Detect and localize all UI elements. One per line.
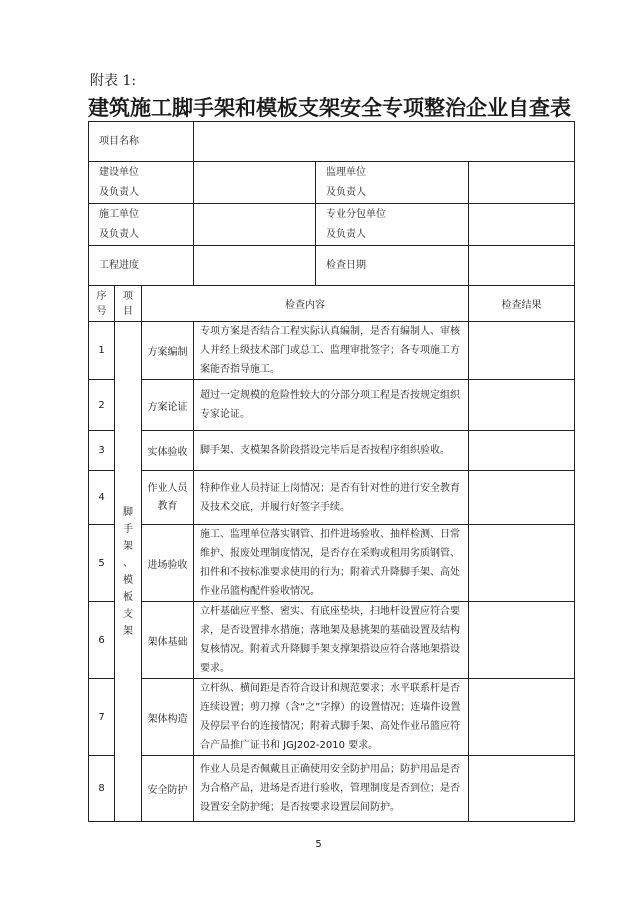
row-description: 立杆纵、横间距是否符合设计和规范要求；水平联系杆是否连续设置；剪刀撑（含“之”字撑）的设置情况；连墙件设置及停层平台的连接情况；附着式脚手架、高处作业吊篮应符合产品推广证书和 JGJ202-2010 要求。 [194,679,469,756]
project-name-label: 项目名称 [89,122,194,162]
sub-unit-label: 专业分包单位 及负责人 [316,204,469,246]
row-description: 施工、监理单位落实钢管、扣件进场验收、抽样检测、日常维护、报废处理制度情况，是否存在采购或租用劣质钢管、扣件和不按标准要求使用的行为；附着式升降脚手架、高处作业吊篮构配件验收情况。 [194,525,469,602]
row-description: 立杆基础应平整、密实、有底座垫块，扫地杆设置应符合要求，是否设置排水措施；落地架及悬挑架的基础设置及结构复核情况。附着式升降脚手架支撑架搭设应符合落地架搭设要求。 [194,602,469,679]
row-subitem: 架体构造 [142,679,194,756]
header-item: 项 目 [115,286,142,322]
header-content: 检查内容 [142,286,469,322]
row-result[interactable] [469,471,575,525]
row-subitem: 进场验收 [142,525,194,602]
row-subitem: 实体验收 [142,431,194,471]
build-unit-value[interactable] [194,162,316,204]
construct-unit-value[interactable] [194,204,316,246]
row-result[interactable] [469,380,575,431]
row-subitem: 方案编制 [142,322,194,380]
row-subitem: 架体基础 [142,602,194,679]
progress-value[interactable] [194,246,316,286]
row-result[interactable] [469,525,575,602]
supervise-unit-label: 监理单位 及负责人 [316,162,469,204]
category-label: 脚 手 架 、 模 板 支 架 [115,322,142,822]
row-no: 5 [89,525,115,602]
supervise-unit-value[interactable] [469,162,575,204]
project-name-value[interactable] [194,122,575,162]
row-description: 脚手架、支模架各阶段搭设完毕后是否按程序组织验收。 [194,431,469,471]
row-result[interactable] [469,756,575,822]
row-no: 2 [89,380,115,431]
header-result: 检查结果 [469,286,575,322]
page-number: 5 [315,839,322,850]
check-date-value[interactable] [469,246,575,286]
build-unit-label: 建设单位 及负责人 [89,162,194,204]
row-subitem: 作业人员 教育 [142,471,194,525]
row-result[interactable] [469,431,575,471]
row-subitem: 安全防护 [142,756,194,822]
row-no: 4 [89,471,115,525]
row-result[interactable] [469,602,575,679]
row-description: 作业人员是否佩戴且正确使用安全防护用品；防护用品是否为合格产品，进场是否进行验收，管理制度是否到位；是否设置安全防护绳；是否按要求设置层间防护。 [194,756,469,822]
row-no: 7 [89,679,115,756]
row-no: 1 [89,322,115,380]
row-result[interactable] [469,322,575,380]
row-description: 超过一定规模的危险性较大的分部分项工程是否按规定组织专家论证。 [194,380,469,431]
check-date-label: 检查日期 [316,246,469,286]
row-no: 3 [89,431,115,471]
sub-unit-value[interactable] [469,204,575,246]
row-no: 8 [89,756,115,822]
row-description: 专项方案是否结合工程实际认真编制，是否有编制人、审核人并经上级技术部门或总工、监理审批签字；各专项施工方案能否指导施工。 [194,322,469,380]
header-no: 序 号 [89,286,115,322]
row-result[interactable] [469,679,575,756]
row-subitem: 方案论证 [142,380,194,431]
construct-unit-label: 施工单位 及负责人 [89,204,194,246]
appendix-label: 附表 1: [90,73,137,89]
row-no: 6 [89,602,115,679]
row-description: 特种作业人员持证上岗情况；是否有针对性的进行安全教育及技术交底，并履行好签字手续。 [194,471,469,525]
page-title: 建筑施工脚手架和模板支架安全专项整治企业自查表 [88,95,571,120]
progress-label: 工程进度 [89,246,194,286]
inspection-table [88,121,575,822]
